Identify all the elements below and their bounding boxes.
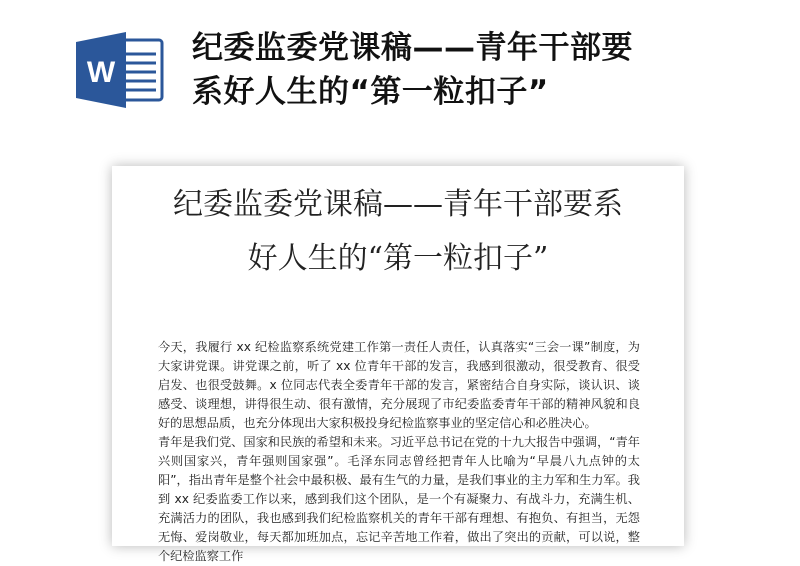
document-body	[158, 338, 640, 566]
document-paragraph: 今天，我履行 xx 纪检监察系统党建工作第一责任人责任，认真落实“三会一课”制度，为大家讲党课。讲党课之前，听了 xx 位青年干部的发言，我感到很激动，很受教育、很受启发、也很受鼓舞。x 位同志代表全委青年干部的发言，紧密结合自身实际，谈认识、谈感受、谈理想，讲得很生动、很有激情，充分展现了市纪委监委青年干部的精神风貌和良好的思想品质，也充分体现出大家积极投身纪检监察事业的坚定信心和必胜决心。	[158, 340, 640, 430]
page-title-line-1: 纪委监委党课稿——青年干部要	[192, 30, 633, 66]
document-title	[112, 178, 684, 286]
word-icon	[76, 30, 168, 110]
word-app-icon	[76, 30, 168, 110]
document-title-line-2: 好人生的“第一粒扣子”	[247, 241, 549, 276]
word-icon-letter: W	[86, 56, 116, 89]
page-title-line-2: 系好人生的“第一粒扣子”	[192, 74, 549, 110]
page-title	[192, 26, 752, 114]
document-title-line-1: 纪委监委党课稿——青年干部要系	[173, 187, 623, 222]
document-page-preview	[112, 166, 684, 563]
document-paragraph: 青年是我们党、国家和民族的希望和未来。习近平总书记在党的十九大报告中强调，“青年兴则国家兴，青年强则国家强”。毛泽东同志曾经把青年人比喻为“早晨八九点钟的太阳”，指出青年是整个社会中最积极、最有生气的力量，是我们事业的主力军和生力军。我到 xx 纪委监委工作以来，感到我们这个团队，是一个有凝聚力、有战斗力，充满生机、充满活力的团队，我也感到我们纪检监察机关的青年干部有理想、有抱负、有担当，无怨无悔、爱岗敬业，每天都加班加点，忘记辛苦地工作着，做出了突出的贡献，可以说，整个纪检监察工作	[158, 435, 640, 563]
